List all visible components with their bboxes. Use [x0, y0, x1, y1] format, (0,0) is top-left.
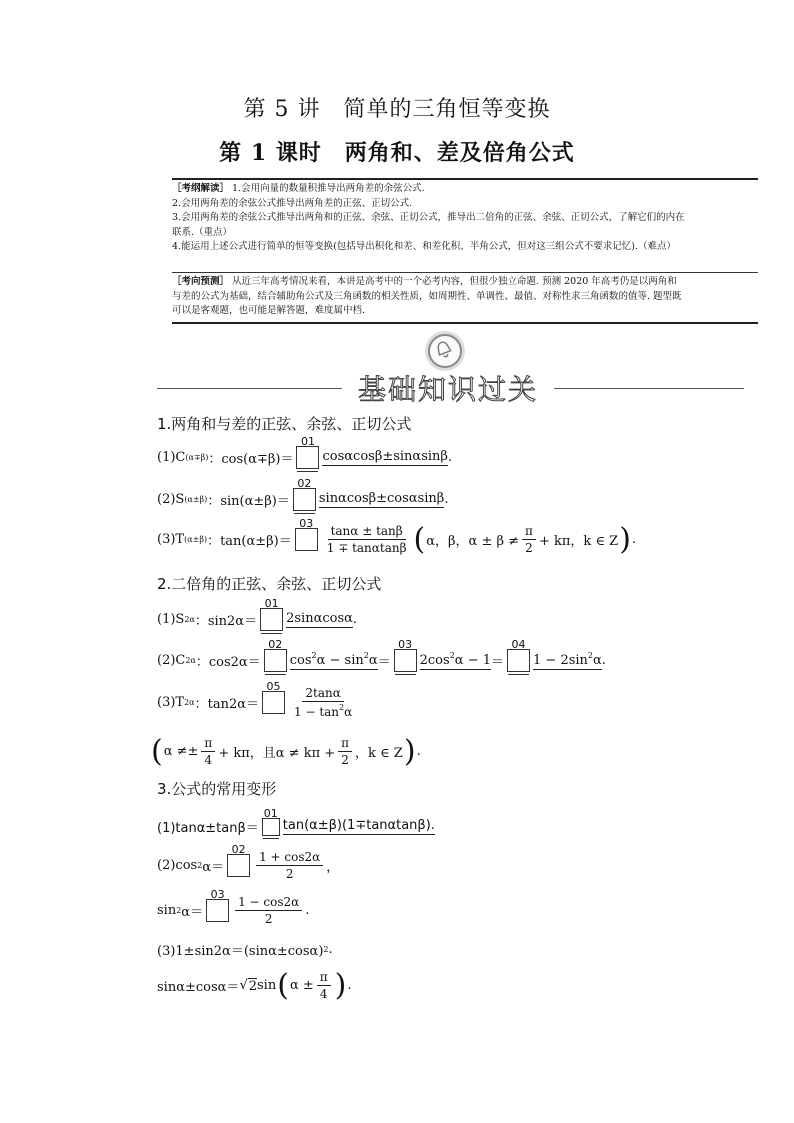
label: (3)T: [157, 695, 185, 710]
syllabus-line: 2.会用两角差的余弦公式推导出两角差的正弦、正切公式.: [172, 197, 413, 209]
label: (2)C: [157, 653, 186, 668]
condition: α，β，α ± β ≠: [426, 534, 520, 549]
numerator: π: [201, 736, 215, 752]
blank-box: [227, 843, 250, 877]
subscript: 2α: [185, 656, 196, 665]
rhs: sin: [257, 978, 277, 993]
denominator: 2: [525, 541, 533, 555]
lhs: ：tan(α±β)＝: [207, 534, 292, 549]
fraction: [256, 850, 323, 881]
lhs: ：cos2α＝: [195, 655, 261, 670]
divider: [172, 272, 758, 273]
condition: + kπ，k ∈ Z: [538, 534, 619, 549]
superscript: 2: [587, 651, 594, 660]
condition: + kπ，且α ≠ kπ +: [218, 746, 336, 761]
answer: 2sinαcosα: [286, 611, 353, 626]
blank-number: 03: [210, 888, 225, 901]
formula-tan-sum-variant: [157, 806, 435, 836]
condition: α ≠±: [163, 744, 199, 759]
fraction: [522, 524, 536, 555]
formula-sin-double: [157, 597, 358, 631]
subscript: (α±β): [184, 495, 208, 504]
formula-text: (3)1±sin2α＝(sinα±cosα): [157, 944, 324, 959]
denominator-part: 1 − tan: [294, 705, 340, 719]
section1-title: 1.两角和与差的正弦、余弦、正切公式: [157, 415, 412, 433]
subscript: (α±β): [184, 535, 208, 544]
numerator: tanα ± tanβ: [328, 524, 406, 540]
label: (1)C: [157, 450, 186, 465]
fraction: [317, 970, 331, 1001]
divider: [172, 178, 758, 180]
section3-title: 3.公式的常用变形: [157, 780, 277, 798]
radicand: 2: [248, 978, 258, 994]
blank-number: 02: [231, 843, 246, 856]
punct: .: [631, 532, 637, 547]
formula-cos-square: [157, 843, 340, 881]
lhs: ：tan2α＝: [194, 697, 259, 712]
answer-part: α − 1: [454, 653, 491, 668]
answer: [420, 651, 491, 670]
answer-part: cos: [289, 653, 312, 668]
answer: tan(α±β)(1∓tanαtanβ).: [282, 818, 435, 833]
forecast-box: [172, 275, 758, 319]
equals: ＝: [491, 655, 505, 670]
condition: ，k ∈ Z: [355, 746, 403, 761]
rhs: α ±: [289, 978, 314, 993]
numerator: 1 + cos2α: [256, 850, 323, 866]
section2-title: 2.二倍角的正弦、余弦、正切公式: [157, 575, 382, 593]
formula-cos-double: [157, 638, 606, 672]
superscript: 2: [449, 651, 455, 660]
forecast-line: 与差的公式为基础，结合辅助角公式及三角函数的相关性质，如周期性、单调性、最值、对称性求三角函数的值等. 题型既: [172, 290, 682, 302]
numerator: 1 − cos2α: [235, 895, 302, 911]
answer-part: α: [593, 653, 602, 668]
blank-number: 03: [299, 517, 314, 530]
blank-box: [295, 517, 318, 551]
forecast-line: 从近三年高考情况来看，本讲是高考中的一个必考内容，但很少独立命题. 预测 2020 年高考仍是以两角和: [232, 276, 677, 287]
punct: .: [328, 942, 333, 957]
superscript: 2: [363, 651, 369, 660]
subscript: 2α: [184, 615, 195, 624]
blank-number: 01: [300, 435, 315, 448]
syllabus-box: [172, 182, 758, 255]
syllabus-line: 1.会用向量的数量积推导出两角差的余弦公式.: [232, 183, 425, 194]
lhs: ：cos(α∓β)＝: [208, 452, 294, 467]
numerator: π: [317, 970, 331, 986]
denominator: 2: [285, 867, 294, 881]
answer: [533, 651, 602, 670]
forecast-line: 可以是客观题，也可能是解答题，难度属中档.: [172, 305, 366, 316]
punct: .: [447, 450, 453, 465]
syllabus-line: 联系.（重点）: [172, 226, 233, 238]
punct: .: [444, 492, 449, 507]
subscript: (α∓β): [185, 453, 209, 462]
denominator-part: α: [344, 705, 353, 719]
denominator: [291, 702, 355, 719]
answer-part: 2cos: [419, 653, 450, 668]
punct: .: [352, 612, 358, 627]
answer-part: α − sin: [316, 653, 364, 668]
answer-part: 1 − 2sin: [533, 653, 588, 668]
denominator: 2: [341, 753, 349, 767]
label: (2)S: [157, 492, 185, 507]
label: (1)S: [157, 612, 185, 627]
denominator: 1 ∓ tanαtanβ: [326, 541, 407, 555]
lhs: ：sin(α±β)＝: [207, 494, 290, 509]
divider: [172, 322, 758, 324]
formula-tan-sum: (3)T (α±β) ：tan(α±β)＝ 03 $\frac{\tan\alpha \pm \tan\beta}{1 \mp \tan\alpha\tan\beta}$ ( α，β，α ± β ≠ $\frac{\pi}{2}$ + kπ，k ∈ Z ) .: [157, 517, 637, 557]
punct: .: [416, 744, 421, 759]
lecture-title: 第 5 讲 简单的三角恒等变换: [243, 97, 551, 122]
punct: ，: [326, 860, 340, 875]
lesson-title: 第 1 课时 两角和、差及倍角公式: [219, 140, 575, 166]
syllabus-line: 3.会用两角差的余弦公式推导出两角和的正弦、余弦、正切公式，推导出二倍角的正弦、余弦、正切公式，了解它们的内在: [172, 212, 685, 223]
banner-rule-right: [554, 388, 744, 389]
blank-number: 05: [266, 680, 281, 693]
blank-box: [296, 435, 319, 469]
blank-box: [293, 477, 316, 511]
blank-number: 02: [297, 477, 312, 490]
answer-part: α: [368, 653, 378, 668]
punct: .: [601, 653, 606, 668]
fraction: [324, 524, 410, 555]
syllabus-line: 4.能运用上述公式进行简单的恒等变换(包括导出积化和差、和差化积、半角公式，但对这三组公式不要求记忆).（难点）: [172, 241, 676, 252]
blank-number: 02: [268, 638, 283, 651]
formula-auxiliary-angle: sinα±cosα＝ √ 2 sin ( α ± $\frac{\pi}{4}$ ) .: [157, 967, 352, 1003]
fraction: [338, 736, 352, 767]
punct: .: [347, 978, 352, 993]
equals: ＝: [377, 655, 391, 670]
formula-sin-sum: [157, 477, 449, 511]
blank-box: [262, 680, 285, 714]
formula-cos-sum: [157, 435, 453, 469]
blank-number: 01: [264, 597, 279, 610]
superscript: 2: [339, 703, 345, 712]
blank-number: 01: [263, 806, 278, 820]
blank-number: 04: [511, 638, 526, 651]
blank-box: [507, 638, 530, 672]
lhs: (1)tanα±tanβ＝: [157, 821, 259, 836]
fraction: [235, 895, 302, 926]
lhs: ：sin2α＝: [194, 614, 258, 629]
answer: cosαcosβ±sinαsinβ: [322, 449, 448, 464]
formula-tan-double: [157, 680, 358, 719]
lhs: sin: [157, 903, 177, 918]
blank-box: [262, 806, 280, 836]
denominator: 4: [319, 987, 328, 1001]
subscript: 2α: [184, 698, 195, 707]
formula-tan-double-condition: ( α ≠± $\frac{\pi}{4}$ + kπ，且α ≠ kπ + $\frac{\pi}{2}$ ，k ∈ Z ) .: [151, 733, 421, 769]
blank-box: [264, 638, 287, 672]
fraction: [201, 736, 215, 767]
numerator: 2tanα: [302, 686, 343, 702]
bell-icon: [428, 334, 462, 368]
blank-box: [394, 638, 417, 672]
lhs: (2)cos: [157, 858, 198, 873]
lhs: α＝: [202, 860, 225, 875]
answer: sinαcosβ±cosαsinβ: [318, 491, 445, 506]
blank-box: [260, 597, 283, 631]
superscript: 2: [323, 945, 329, 954]
banner-rule-left: [157, 388, 342, 389]
syllabus-tag: ［考纲解读］: [172, 183, 230, 194]
denominator: 2: [264, 912, 273, 926]
superscript: 2: [176, 906, 182, 915]
label: (3)T: [157, 532, 185, 547]
lhs: sinα±cosα＝: [157, 980, 240, 995]
denominator: 4: [204, 753, 213, 767]
forecast-tag: ［考向预测］: [172, 276, 230, 287]
fraction: [291, 686, 355, 719]
formula-sin-square: [157, 888, 310, 926]
numerator: π: [522, 524, 536, 540]
answer: [290, 651, 378, 670]
blank-number: 03: [398, 638, 413, 651]
punct: .: [305, 903, 310, 918]
superscript: 2: [311, 651, 317, 660]
numerator: π: [338, 736, 352, 752]
blank-box: [206, 888, 229, 922]
section-banner: 基础知识过关: [357, 373, 538, 406]
formula-one-plus-sin: [157, 940, 333, 959]
lhs: α＝: [181, 905, 204, 920]
superscript: 2: [197, 861, 203, 870]
